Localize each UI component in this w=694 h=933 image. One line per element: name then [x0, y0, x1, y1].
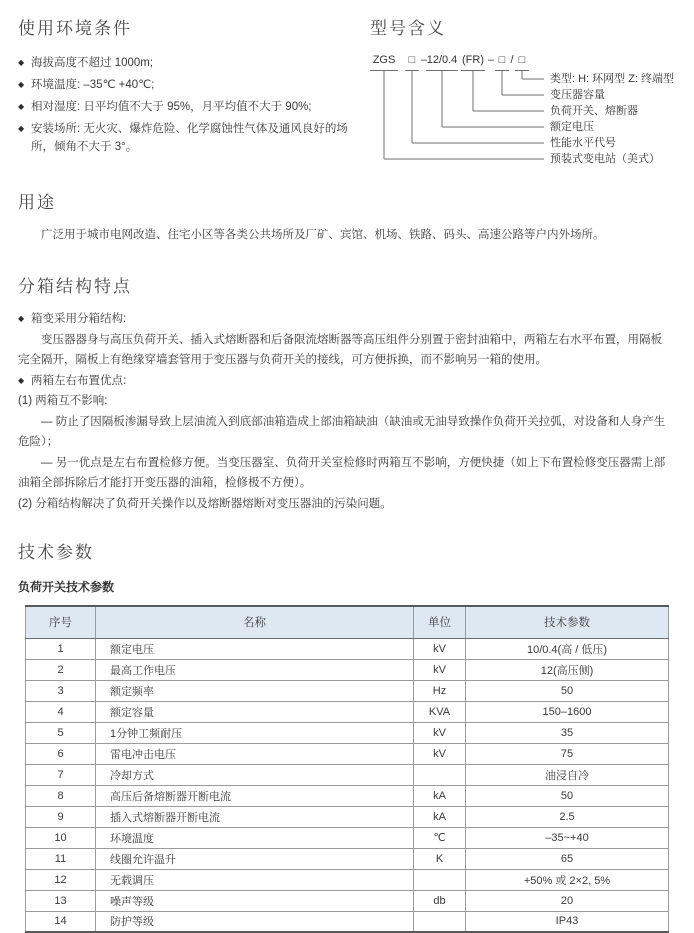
table-row — [26, 827, 669, 848]
table-cell: +50% 或 2×2, 5% — [466, 869, 669, 890]
usage-section — [18, 188, 670, 245]
structure-bullet-text: 两箱左右布置优点: — [31, 374, 127, 387]
model-code-diagram — [370, 53, 675, 173]
table-cell: kA — [414, 785, 466, 806]
table-cell: 雷电冲击电压 — [96, 743, 414, 764]
model-label: 变压器容量 — [550, 89, 605, 101]
structure-title: 分箱结构特点 — [18, 277, 132, 296]
diamond-bullet-icon: ◆ — [18, 80, 25, 89]
structure-bullet-text: 箱变采用分箱结构: — [31, 313, 127, 325]
tech-parameters-table — [25, 605, 669, 933]
model-code-part: (FR) — [461, 53, 485, 71]
table-cell: 5 — [26, 722, 96, 743]
table-cell: 14 — [26, 911, 96, 932]
model-code-part: □ — [495, 53, 509, 71]
table-cell — [414, 869, 466, 890]
table-row — [26, 659, 669, 680]
table-cell: 75 — [466, 743, 669, 764]
list-item — [18, 54, 370, 72]
table-cell: 1 — [26, 638, 96, 659]
table-cell: 防护等级 — [96, 911, 414, 932]
table-row — [26, 869, 669, 890]
table-cell: 65 — [466, 848, 669, 869]
table-cell: db — [414, 890, 466, 911]
table-cell: IP43 — [466, 911, 669, 932]
structure-body — [18, 309, 670, 514]
model-meaning-section — [370, 14, 675, 180]
table-row — [26, 785, 669, 806]
table-cell: 2.5 — [466, 806, 669, 827]
table-cell: KVA — [414, 701, 466, 722]
environment-item-text: 海拔高度不超过 1000m; — [31, 57, 154, 69]
table-cell: 无载调压 — [96, 869, 414, 890]
usage-title: 用途 — [18, 193, 56, 212]
environment-title: 使用环境条件 — [18, 19, 132, 38]
table-cell: 额定频率 — [96, 680, 414, 701]
structure-paragraph: 变压器器身与高压负荷开关、插入式熔断器和后备限流熔断器等高压组件分别置于密封油箱中，两箱左右水平布置，用隔板完全隔开，隔板上有绝缘穿墙套管用于变压器与负荷开关的接线，可方便拆换，而不影响另一箱的使用。 — [18, 333, 662, 366]
table-cell: 10 — [26, 827, 96, 848]
table-cell: 12 — [26, 869, 96, 890]
table-cell: kA — [414, 806, 466, 827]
diamond-bullet-icon: ◆ — [18, 375, 25, 385]
table-cell: 13 — [26, 890, 96, 911]
table-cell: kV — [414, 659, 466, 680]
table-cell — [414, 911, 466, 932]
model-code-part: ZGS — [370, 53, 398, 71]
table-cell: 线圈允许温升 — [96, 848, 414, 869]
list-item — [18, 98, 370, 116]
table-cell: 20 — [466, 890, 669, 911]
model-code-part: – — [420, 54, 428, 66]
table-cell: 噪声等级 — [96, 890, 414, 911]
diamond-bullet-icon: ◆ — [18, 102, 25, 111]
table-cell: kV — [414, 722, 466, 743]
tech-section — [18, 538, 670, 933]
table-row — [26, 701, 669, 722]
model-code-part: / — [510, 54, 514, 66]
table-cell: –35~+40 — [466, 827, 669, 848]
model-code-part: □ — [405, 53, 419, 71]
diamond-bullet-icon: ◆ — [18, 58, 25, 67]
table-row — [26, 911, 669, 932]
table-cell: 3 — [26, 680, 96, 701]
model-meaning-title: 型号含义 — [370, 19, 446, 38]
table-row — [26, 764, 669, 785]
table-cell: 50 — [466, 785, 669, 806]
table-cell: 150–1600 — [466, 701, 669, 722]
table-row — [26, 743, 669, 764]
table-cell: 7 — [26, 764, 96, 785]
top-row — [18, 14, 675, 180]
table-cell: kV — [414, 743, 466, 764]
model-label: 预装式变电站（美式） — [550, 153, 660, 165]
structure-point-text: (2) 分箱结构解决了负荷开关操作以及熔断器熔断对变压器油的污染问题。 — [18, 497, 392, 510]
usage-text: 广泛用于城市电网改造、住宅小区等各类公共场所及厂矿、宾馆、机场、铁路、码头、高速公路等户内外场所。 — [41, 229, 605, 241]
table-row — [26, 680, 669, 701]
table-cell: 冷却方式 — [96, 764, 414, 785]
environment-item-text: 环境温度: –35℃ +40℃; — [31, 79, 155, 91]
table-cell: 4 — [26, 701, 96, 722]
structure-bullet-line — [18, 309, 670, 330]
list-item — [18, 120, 370, 156]
model-code-part: – — [487, 54, 495, 66]
table-cell: 11 — [26, 848, 96, 869]
table-header-row — [26, 606, 669, 638]
tech-title: 技术参数 — [18, 543, 94, 562]
table-header-cell: 序号 — [26, 606, 96, 638]
table-cell: Hz — [414, 680, 466, 701]
table-cell: 6 — [26, 743, 96, 764]
table-cell: 油浸自冷 — [466, 764, 669, 785]
structure-bullet-line — [18, 371, 670, 392]
table-cell — [414, 764, 466, 785]
model-label: 额定电压 — [550, 121, 594, 133]
table-cell: 1分钟工频耐压 — [96, 722, 414, 743]
table-cell: 12(高压侧) — [466, 659, 669, 680]
table-cell: 9 — [26, 806, 96, 827]
table-row — [26, 806, 669, 827]
model-label: 性能水平代号 — [550, 137, 616, 149]
environment-section — [18, 14, 370, 180]
table-cell: 2 — [26, 659, 96, 680]
environment-item-text: 安装场所: 无火灾、爆炸危险、化学腐蚀性气体及通风良好的场所，倾角不大于 3°。 — [31, 123, 348, 153]
tech-subtitle: 负荷开关技术参数 — [18, 580, 115, 594]
table-cell: 额定电压 — [96, 638, 414, 659]
table-header-cell: 名称 — [96, 606, 414, 638]
table-cell: 8 — [26, 785, 96, 806]
table-cell: 35 — [466, 722, 669, 743]
table-cell: 高压后备熔断器开断电流 — [96, 785, 414, 806]
table-cell: 最高工作电压 — [96, 659, 414, 680]
table-cell: K — [414, 848, 466, 869]
model-label: 类型: H: 环网型 Z: 终端型 — [550, 73, 675, 85]
table-row — [26, 638, 669, 659]
table-row — [26, 890, 669, 911]
model-label: 负荷开关、熔断器 — [550, 105, 638, 117]
model-code-part: 12/0.4 — [426, 53, 458, 71]
structure-point-heading: (1) 两箱互不影响: — [18, 395, 108, 407]
table-header-cell: 单位 — [414, 606, 466, 638]
table-cell: 额定容量 — [96, 701, 414, 722]
table-row — [26, 722, 669, 743]
table-cell: 50 — [466, 680, 669, 701]
environment-list — [18, 54, 370, 156]
table-row — [26, 848, 669, 869]
table-header-cell: 技术参数 — [466, 606, 669, 638]
structure-section — [18, 272, 670, 514]
structure-point-text: — 防止了因隔板渗漏导致上层油流入到底部油箱造成上部油箱缺油（缺油或无油导致操作负荷开关拉弧，对设备和人身产生危险）； — [18, 415, 666, 448]
table-cell: 10/0.4(高 / 低压) — [466, 638, 669, 659]
table-cell: kV — [414, 638, 466, 659]
table-cell: 插入式熔断器开断电流 — [96, 806, 414, 827]
structure-point-text: — 另一优点是左右布置检修方便。当变压器室、负荷开关室检修时两箱互不影响，方便快捷（如上下布置检修变压器需上部油箱全部拆除后才能打开变压器的油箱，检修极不方便）。 — [18, 456, 666, 489]
diamond-bullet-icon: ◆ — [18, 314, 25, 323]
model-code-part: □ — [515, 53, 529, 71]
table-cell: 环境温度 — [96, 827, 414, 848]
table-cell: ℃ — [414, 827, 466, 848]
list-item — [18, 76, 370, 94]
diamond-bullet-icon: ◆ — [18, 124, 25, 133]
environment-item-text: 相对湿度: 日平均值不大于 95%，月平均值不大于 90%; — [31, 101, 312, 113]
